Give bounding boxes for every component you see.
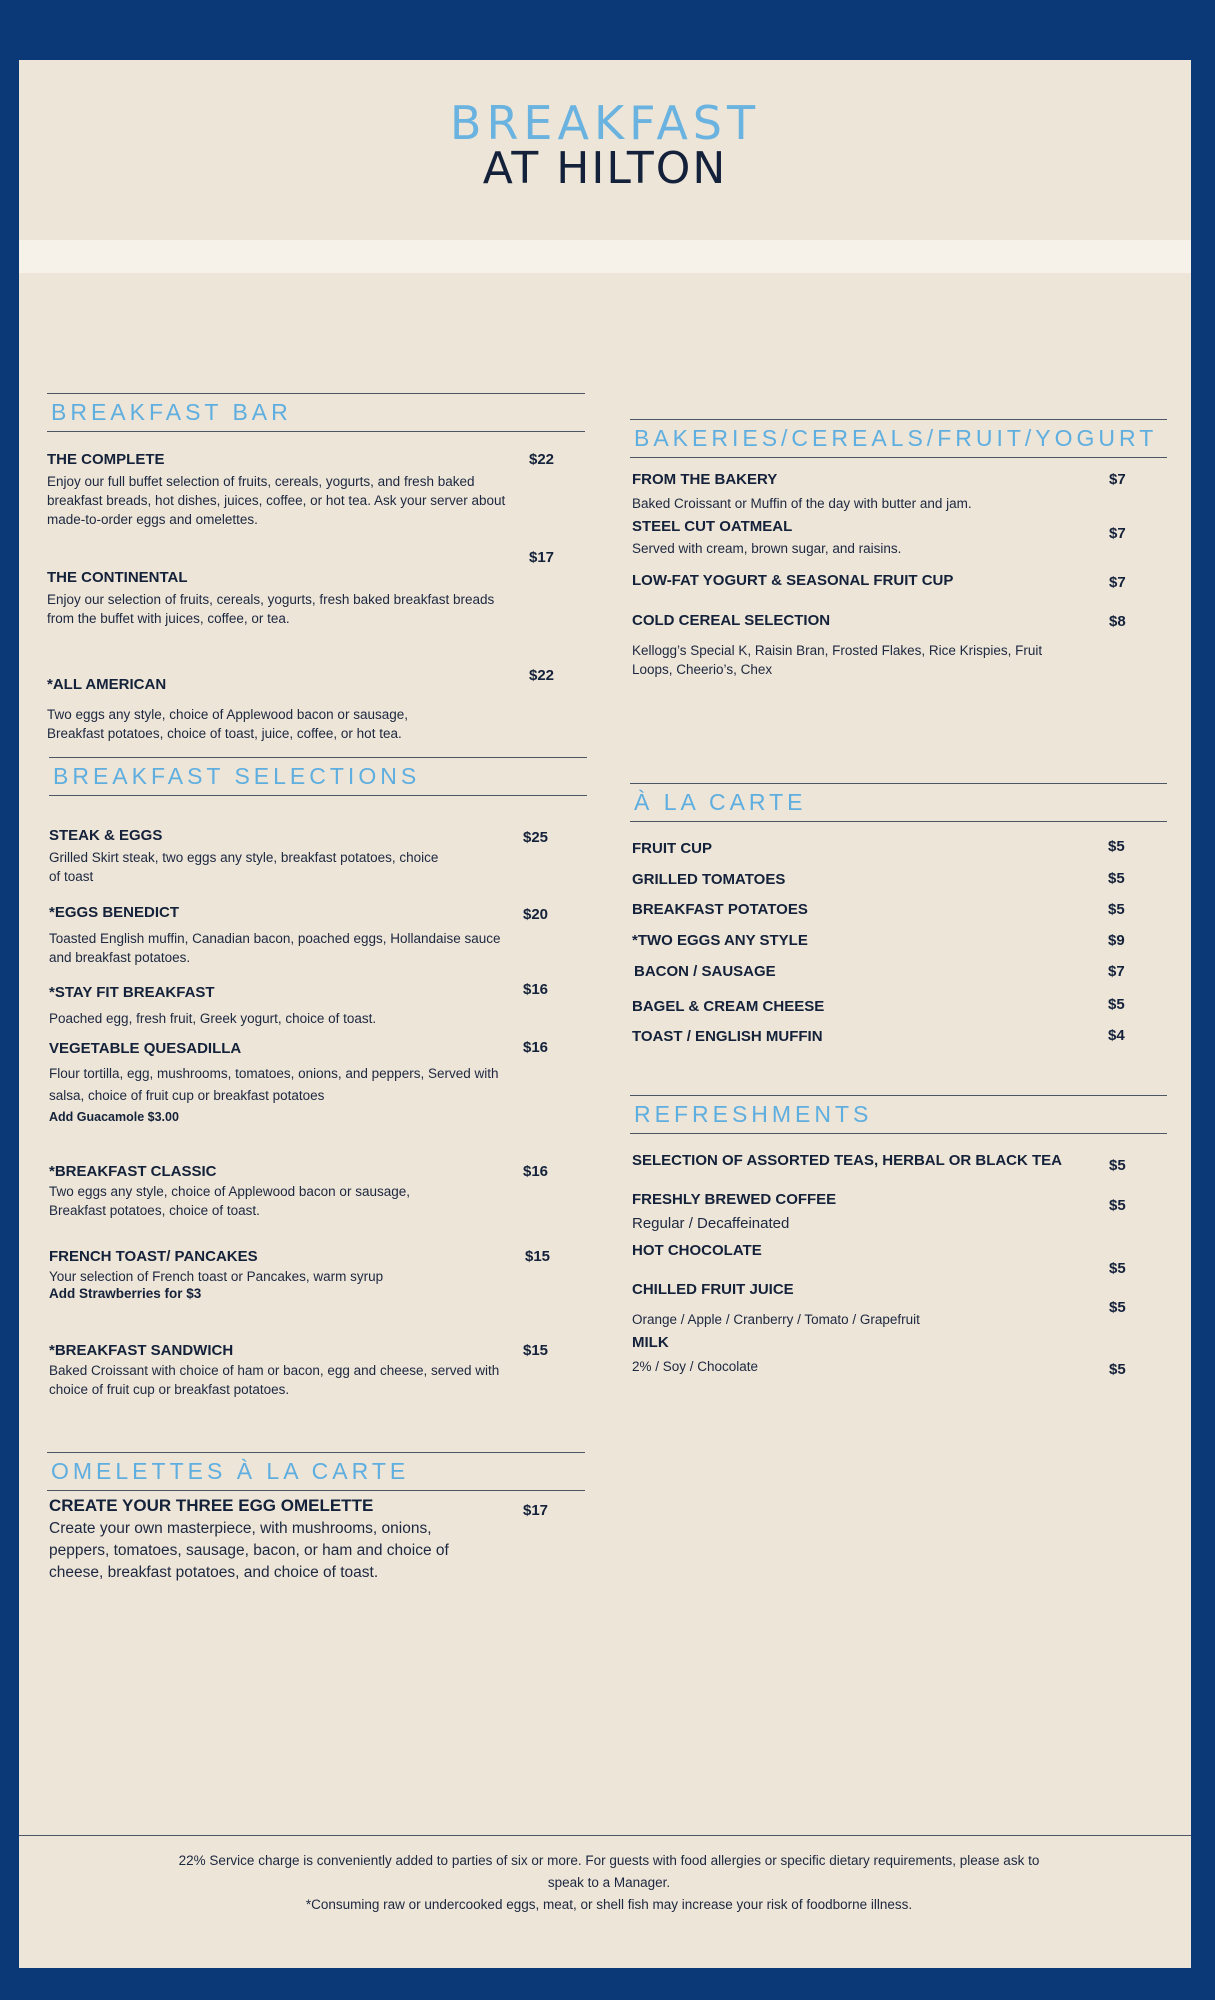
item-name: *TWO EGGS ANY STYLE <box>632 932 808 949</box>
item-price: $22 <box>529 667 555 684</box>
item-price: $7 <box>1108 963 1125 980</box>
item-name: STEAK & EGGS <box>49 827 163 844</box>
section-heading: BREAKFAST SELECTIONS <box>49 757 587 796</box>
item-price: $20 <box>523 906 549 923</box>
item-name: LOW-FAT YOGURT & SEASONAL FRUIT CUP <box>632 572 954 589</box>
item-description: Grilled Skirt steak, two eggs any style, breakfast potatoes, choice of toast <box>49 850 439 884</box>
item-price: $17 <box>523 1502 549 1519</box>
item-price: $16 <box>523 1163 549 1180</box>
item-price: $5 <box>1109 1197 1126 1214</box>
menu-item <box>632 518 1169 558</box>
item-name: BACON / SAUSAGE <box>634 963 776 980</box>
item-name: STEEL CUT OATMEAL <box>632 518 793 535</box>
item-price: $5 <box>1108 870 1125 887</box>
menu-item <box>49 1496 587 1584</box>
item-description: Kellogg’s Special K, Raisin Bran, Frosted Flakes, Rice Krispies, Fruit Loops, Cheerio’s, Chex <box>632 643 1043 677</box>
footer-divider <box>19 1835 1191 1836</box>
item-price: $5 <box>1109 1361 1126 1378</box>
section-heading: REFRESHMENTS <box>630 1095 1167 1134</box>
menu-item <box>49 1040 587 1124</box>
item-price: $5 <box>1109 1260 1126 1277</box>
item-name: VEGETABLE QUESADILLA <box>49 1040 242 1057</box>
item-addon: Add Guacamole $3.00 <box>49 1110 179 1124</box>
header-band <box>19 240 1191 273</box>
item-price: $5 <box>1109 1157 1126 1174</box>
section-heading: BAKERIES/CEREALS/FRUIT/YOGURT <box>630 419 1167 458</box>
section-bakeries <box>630 419 1167 677</box>
item-price: $16 <box>523 981 549 998</box>
item-price: $7 <box>1109 525 1126 542</box>
item-description: Regular / Decaffeinated <box>632 1215 790 1232</box>
item-name: BREAKFAST POTATOES <box>632 901 808 918</box>
item-price: $15 <box>523 1342 549 1359</box>
menu-item <box>632 612 1169 679</box>
item-name: COLD CEREAL SELECTION <box>632 612 831 629</box>
item-name: *BREAKFAST CLASSIC <box>49 1163 217 1180</box>
section-heading: À LA CARTE <box>630 783 1167 822</box>
item-price: $5 <box>1108 838 1125 855</box>
menu-page <box>19 60 1191 1968</box>
item-description: Poached egg, fresh fruit, Greek yogurt, choice of toast. <box>49 1011 377 1026</box>
item-name: BAGEL & CREAM CHEESE <box>632 998 825 1015</box>
item-price: $9 <box>1108 932 1125 949</box>
menu-item <box>632 1334 1169 1376</box>
menu-item <box>47 451 585 529</box>
menu-item <box>632 471 1169 513</box>
menu-item <box>632 1191 1169 1233</box>
menu-item <box>49 1163 587 1220</box>
section-a-la-carte <box>630 783 1167 1045</box>
section-heading: BREAKFAST BAR <box>47 393 585 432</box>
item-price: $5 <box>1108 996 1125 1013</box>
title-line-1: BREAKFAST <box>449 96 761 150</box>
item-name: FROM THE BAKERY <box>632 471 778 488</box>
section-breakfast-selections <box>49 757 587 1397</box>
item-description: Enjoy our selection of fruits, cereals, yogurts, fresh baked breakfast breads from the buffet with juices, coffee, or tea. <box>47 592 495 626</box>
item-description: Create your own masterpiece, with mushrooms, onions, peppers, tomatoes, sausage, bacon, or ham and choice of cheese, breakfast potatoes, and choice of toast. <box>49 1520 449 1581</box>
item-price: $16 <box>523 1039 549 1056</box>
section-omelettes <box>47 1452 585 1581</box>
item-description: 2% / Soy / Chocolate <box>632 1359 759 1374</box>
section-heading: OMELETTES À LA CARTE <box>47 1452 585 1491</box>
item-name: CHILLED FRUIT JUICE <box>632 1281 794 1298</box>
section-breakfast-bar <box>47 393 585 741</box>
item-description: Served with cream, brown sugar, and raisins. <box>632 541 902 556</box>
item-name: TOAST / ENGLISH MUFFIN <box>632 1028 823 1045</box>
item-price: $25 <box>523 829 549 846</box>
item-name: *BREAKFAST SANDWICH <box>49 1342 234 1359</box>
foodborne-illness-note: *Consuming raw or undercooked eggs, meat, or shell fish may increase your risk of foodborne illness. <box>305 1897 913 1912</box>
item-price: $8 <box>1109 613 1126 630</box>
item-description: Toasted English muffin, Canadian bacon, poached eggs, Hollandaise sauce and breakfast potatoes. <box>49 931 501 965</box>
footer-notes <box>169 1850 1049 1916</box>
item-price: $17 <box>529 549 555 566</box>
item-name: FRESHLY BREWED COFFEE <box>632 1191 837 1208</box>
item-name: *ALL AMERICAN <box>47 676 167 693</box>
item-name: MILK <box>632 1334 669 1351</box>
menu-item <box>49 1248 587 1301</box>
item-name: *EGGS BENEDICT <box>49 904 180 921</box>
item-description: Baked Croissant or Muffin of the day with butter and jam. <box>632 496 972 511</box>
menu-item <box>49 827 587 886</box>
item-name: THE COMPLETE <box>47 451 165 468</box>
menu-item <box>49 1342 587 1399</box>
item-description: Two eggs any style, choice of Applewood bacon or sausage, Breakfast potatoes, choice of toast, juice, coffee, or hot tea. <box>47 707 408 741</box>
item-name: THE CONTINENTAL <box>47 569 188 586</box>
item-description: Baked Croissant with choice of ham or bacon, egg and cheese, served with choice of fruit cup or breakfast potatoes. <box>49 1363 500 1397</box>
menu-item <box>49 984 587 1028</box>
item-price: $15 <box>525 1248 551 1265</box>
item-price: $5 <box>1108 901 1125 918</box>
menu-item <box>49 904 587 967</box>
menu-title <box>19 96 1191 194</box>
item-name: FRUIT CUP <box>632 840 712 857</box>
item-name: *STAY FIT BREAKFAST <box>49 984 215 1001</box>
item-name: SELECTION OF ASSORTED TEAS, HERBAL OR BLACK TEA <box>632 1152 1063 1169</box>
menu-item <box>47 569 585 628</box>
title-line-2: AT HILTON <box>482 143 728 194</box>
item-price: $5 <box>1109 1299 1126 1316</box>
section-refreshments <box>630 1095 1167 1378</box>
item-description: Enjoy our full buffet selection of fruits, cereals, yogurts, and fresh baked breakfast breads, hot dishes, juices, coffee, or hot tea. Ask your server about made-to-order eggs and omelettes. <box>47 474 506 527</box>
item-description: Flour tortilla, egg, mushrooms, tomatoes, onions, and peppers, Served with salsa, choice of fruit cup or breakfast potatoes <box>49 1066 499 1103</box>
service-charge-note: 22% Service charge is conveniently added to parties of six or more. For guests with food allergies or specific dietary requirements, please ask to speak to a Manager. <box>178 1853 1040 1890</box>
item-addon: Add Strawberries for $3 <box>49 1286 202 1301</box>
item-name: CREATE YOUR THREE EGG OMELETTE <box>49 1496 374 1515</box>
menu-item <box>47 676 585 743</box>
item-price: $4 <box>1108 1027 1125 1044</box>
menu-item <box>632 1281 1169 1329</box>
item-name: GRILLED TOMATOES <box>632 871 786 888</box>
item-description: Orange / Apple / Cranberry / Tomato / Grapefruit <box>632 1312 920 1327</box>
item-description: Two eggs any style, choice of Applewood bacon or sausage, Breakfast potatoes, choice of toast. <box>49 1184 410 1218</box>
item-price: $7 <box>1109 574 1126 591</box>
item-price: $22 <box>529 451 555 468</box>
menu-item <box>632 572 1169 589</box>
item-description: Your selection of French toast or Pancakes, warm syrup <box>49 1269 384 1284</box>
item-name: HOT CHOCOLATE <box>632 1242 762 1259</box>
item-name: FRENCH TOAST/ PANCAKES <box>49 1248 258 1265</box>
item-price: $7 <box>1109 471 1126 488</box>
